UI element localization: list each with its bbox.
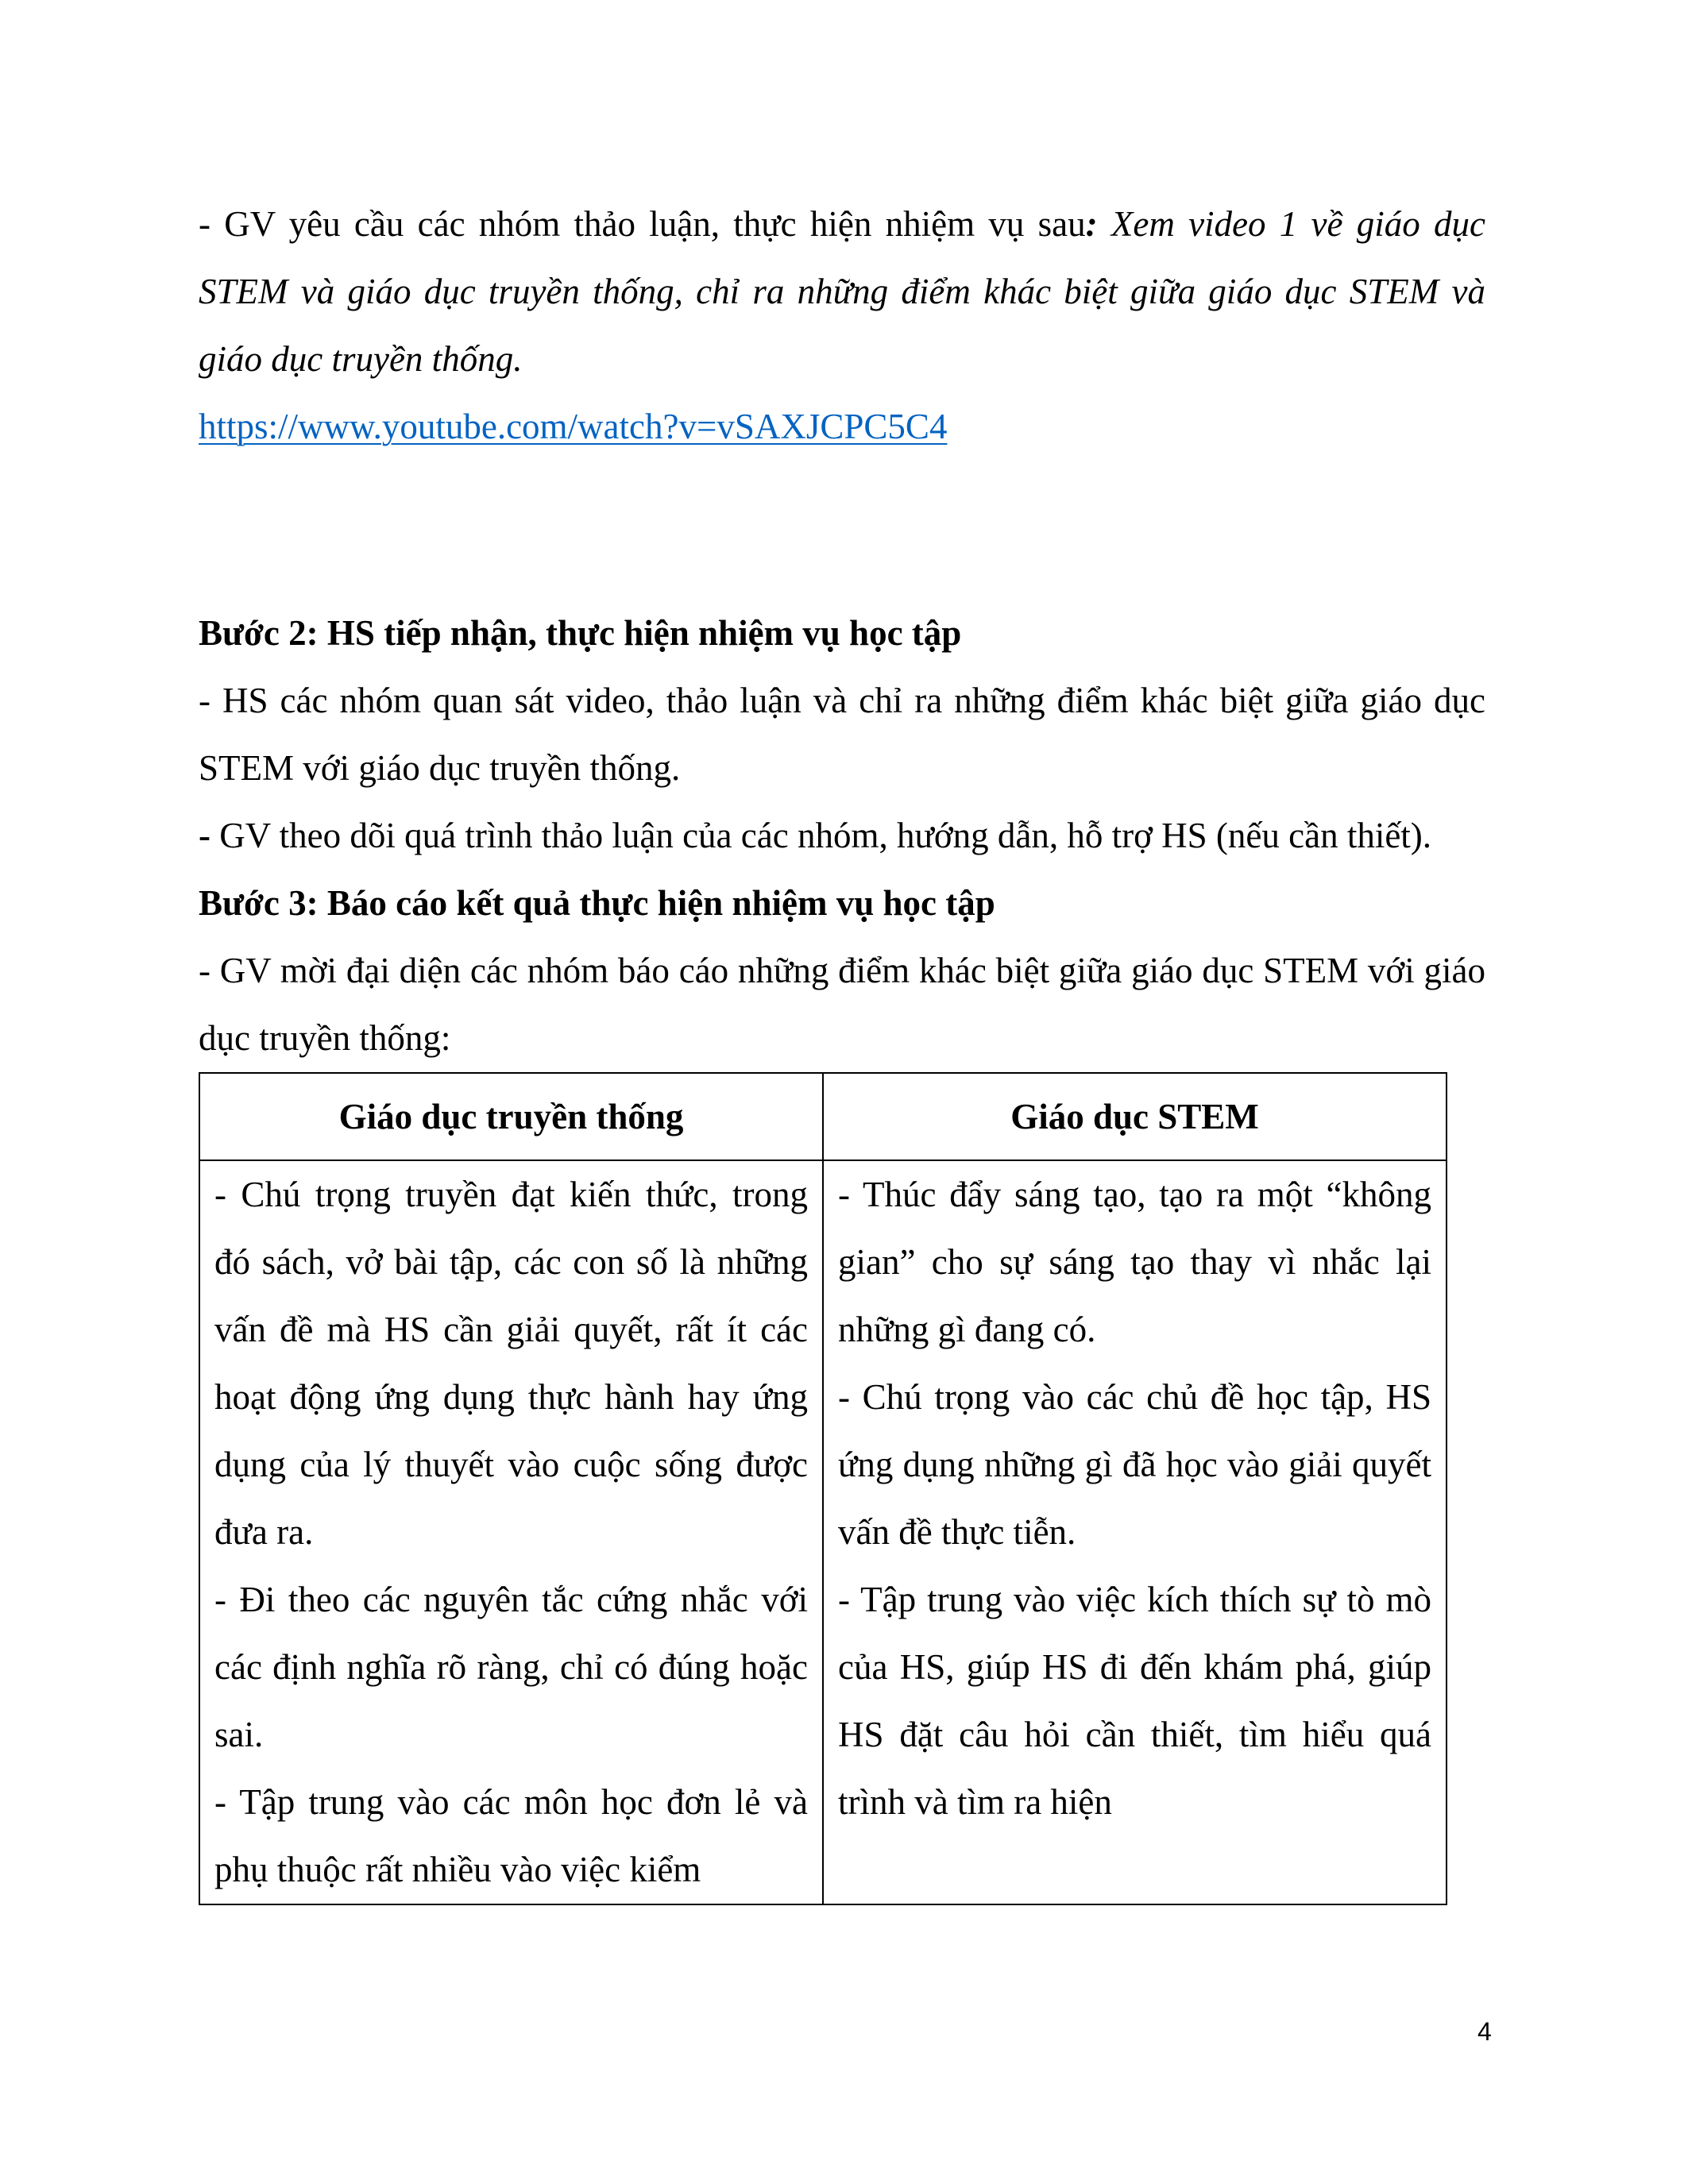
spacer	[199, 461, 1485, 600]
traditional-item-3: - Tập trung vào các môn học đơn lẻ và phụ thuộc rất nhiều vào việc kiểm	[214, 1782, 808, 1889]
step3-paragraph-1: - GV mời đại diện các nhóm báo cáo những điểm khác biệt giữa giáo dục STEM với giáo dục truyền thống:	[199, 951, 1485, 1058]
stem-item-1: - Thúc đẩy sáng tạo, tạo ra một “không gian” cho sự sáng tạo thay vì nhắc lại những gì đang có.	[838, 1175, 1431, 1349]
video-link-paragraph	[199, 393, 1485, 461]
stem-cell	[823, 1160, 1447, 1904]
header-traditional: Giáo dục truyền thống	[199, 1073, 823, 1160]
step2-paragraph-2	[199, 802, 1485, 870]
table-header-row	[199, 1073, 1447, 1160]
comparison-table	[199, 1072, 1447, 1905]
stem-item-2: - Chú trọng vào các chủ đề học tập, HS ứng dụng những gì đã học vào giải quyết vấn đề thực tiễn.	[838, 1377, 1431, 1552]
step3-heading: Bước 3: Báo cáo kết quả thực hiện nhiệm vụ học tập	[199, 883, 995, 923]
stem-item-3: - Tập trung vào việc kích thích sự tò mò của HS, giúp HS đi đến khám phá, giúp HS đặt câu hỏi cần thiết, tìm hiểu quá trình và tìm ra hiện	[838, 1580, 1431, 1822]
document-body	[199, 191, 1485, 1905]
step2-paragraph-2-text: GV theo dõi quá trình thảo luận của các nhóm, hướng dẫn, hỗ trợ HS (nếu cần thiết).	[211, 816, 1432, 855]
step2-dash: -	[199, 816, 211, 855]
traditional-item-2: - Đi theo các nguyên tắc cứng nhắc với các định nghĩa rõ ràng, chỉ có đúng hoặc sai.	[214, 1580, 808, 1754]
header-stem: Giáo dục STEM	[823, 1073, 1447, 1160]
table-row	[199, 1160, 1447, 1904]
intro-task: Xem video 1 về giáo dục STEM và giáo dục truyền thống, chỉ ra những điểm khác biệt giữa giáo dục STEM và giáo dục truyền thống.	[199, 204, 1485, 379]
page-number: 4	[1477, 2017, 1492, 2046]
intro-text: - GV yêu cầu các nhóm thảo luận, thực hiện nhiệm vụ sau	[199, 204, 1086, 244]
traditional-item-1: - Chú trọng truyền đạt kiến thức, trong đó sách, vở bài tập, các con số là những vấn đề mà HS cần giải quyết, rất ít các hoạt động ứng dụng thực hành hay ứng dụng của lý thuyết vào cuộc sống được đưa ra.	[214, 1175, 808, 1552]
intro-paragraph	[199, 191, 1485, 393]
traditional-cell	[199, 1160, 823, 1904]
step2-heading: Bước 2: HS tiếp nhận, thực hiện nhiệm vụ học tập	[199, 613, 962, 653]
step2-paragraph-1: - HS các nhóm quan sát video, thảo luận và chỉ ra những điểm khác biệt giữa giáo dục STEM với giáo dục truyền thống.	[199, 681, 1485, 788]
intro-colon: :	[1085, 204, 1098, 244]
video-link[interactable]: https://www.youtube.com/watch?v=vSAXJCPC5C4	[199, 407, 948, 446]
